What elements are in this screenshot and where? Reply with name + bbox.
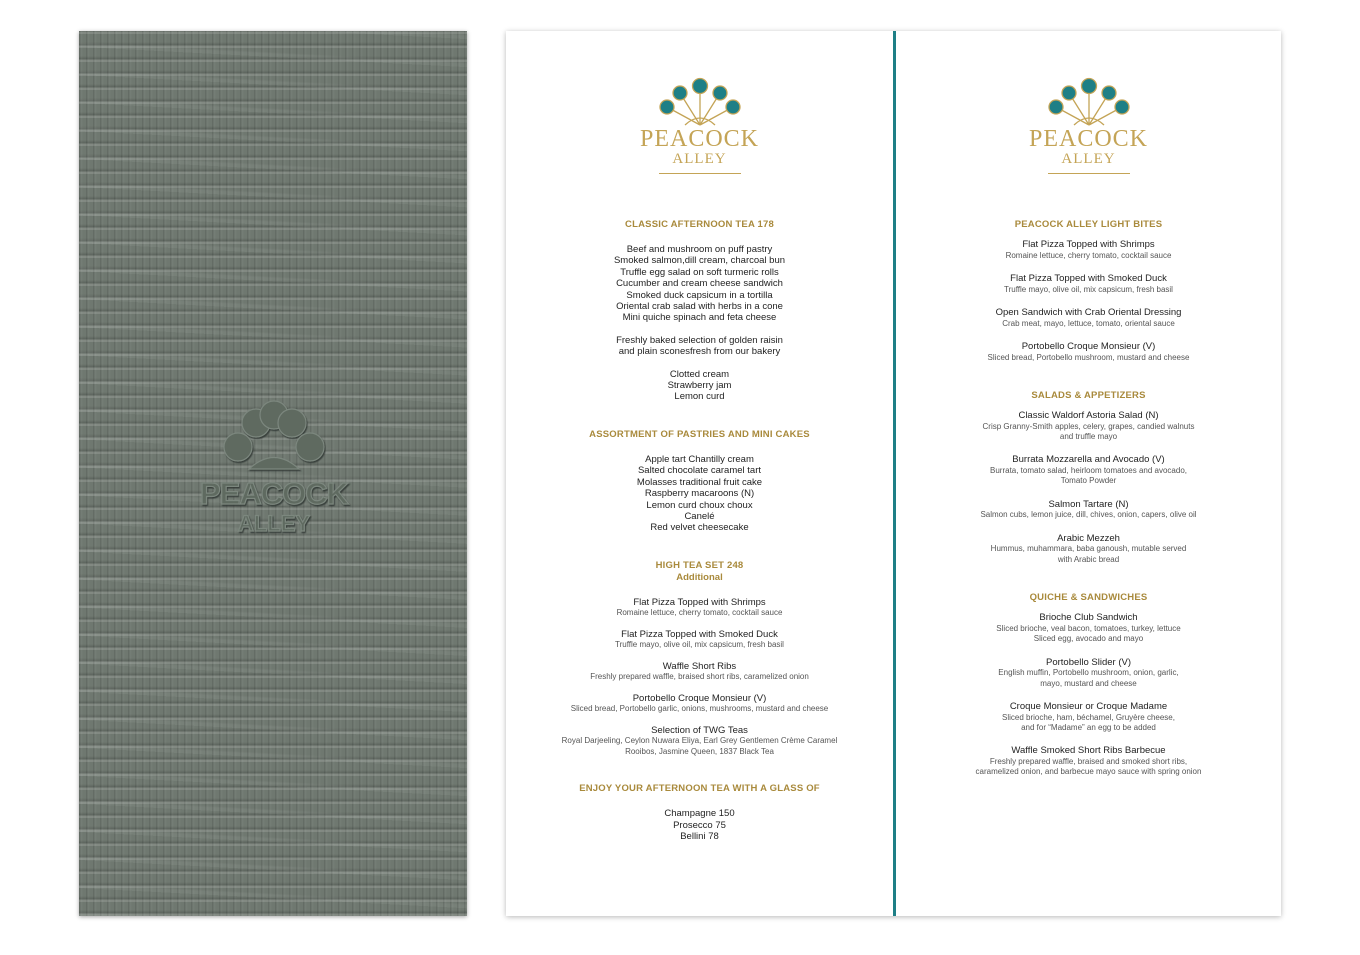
menu-item-name: Brioche Club Sandwich bbox=[1039, 612, 1138, 624]
right-brand-sub: ALLEY bbox=[1061, 151, 1116, 167]
menu-item-name: Portobello Croque Monsieur (V) bbox=[632, 692, 767, 704]
menu-item-description: Burrata, tomato salad, heirloom tomatoes and avocado, bbox=[990, 466, 1187, 475]
right-brand-header bbox=[896, 75, 1281, 185]
menu-item bbox=[506, 597, 893, 619]
left-brand-header bbox=[506, 75, 893, 185]
menu-line: Beef and mushroom on puff pastry bbox=[626, 244, 773, 255]
menu-item-name: Flat Pizza Topped with Shrimps bbox=[633, 596, 766, 608]
section-subtitle: Additional bbox=[676, 571, 723, 583]
menu-item-description: mayo, mustard and cheese bbox=[1040, 678, 1137, 688]
menu-line: Champagne 150 bbox=[664, 808, 735, 820]
menu-item-description: and truffle mayo bbox=[1059, 432, 1118, 441]
menu-item bbox=[896, 745, 1281, 777]
menu-item-name: Flat Pizza Topped with Shrimps bbox=[1022, 239, 1155, 250]
menu-line: Salted chocolate caramel tart bbox=[637, 465, 762, 477]
section-body bbox=[506, 244, 893, 403]
menu-line-group bbox=[506, 369, 893, 403]
menu-item-name: Arabic Mezzeh bbox=[1057, 532, 1120, 544]
menu-item-name: Open Sandwich with Crab Oriental Dressing bbox=[995, 307, 1182, 318]
menu-line: Mini quiche spinach and feta cheese bbox=[622, 312, 777, 324]
menu-item-description: with Arabic bread bbox=[1057, 554, 1120, 564]
menu-item-description: Romaine lettuce, cherry tomato, cocktail sauce bbox=[616, 608, 783, 618]
menu-section bbox=[896, 219, 1281, 363]
left-brand-name: PEACOCK bbox=[639, 126, 760, 152]
menu-item-description: Crisp Granny-Smith apples, celery, grapes, candied walnuts bbox=[982, 421, 1195, 431]
menu-line-group bbox=[506, 244, 893, 324]
menu-section bbox=[506, 219, 893, 403]
menu-line: Oriental crab salad with herbs in a cone bbox=[616, 301, 783, 313]
menu-line: Lemon curd choux choux bbox=[646, 499, 753, 511]
menu-item-description: Sliced bread, Portobello garlic, onions, mushrooms, mustard and cheese bbox=[570, 704, 829, 714]
menu-item-description: Sliced brioche, veal bacon, tomatoes, turkey, lettuce bbox=[996, 623, 1181, 633]
menu-item-description: Tomato Powder bbox=[1060, 476, 1117, 486]
menu-line: Molasses traditional fruit cake bbox=[636, 476, 763, 488]
menu-section bbox=[506, 560, 893, 757]
menu-item-description: Crab meat, mayo, lettuce, tomato, oriental sauce bbox=[1002, 318, 1175, 328]
section-body bbox=[506, 808, 893, 842]
menu-item-name: Flat Pizza Topped with Smoked Duck bbox=[621, 628, 778, 640]
menu-item-name: Flat Pizza Topped with Smoked Duck bbox=[1010, 273, 1167, 284]
menu-item bbox=[896, 239, 1281, 261]
menu-item bbox=[896, 499, 1281, 521]
menu-item bbox=[896, 701, 1281, 733]
menu-item-description: Sliced brioche, ham, béchamel, Gruyère cheese, bbox=[1002, 712, 1175, 722]
menu-line: Strawberry jam bbox=[667, 380, 732, 392]
menu-item-name: Salmon Tartare (N) bbox=[1048, 498, 1129, 510]
menu-item-description: Truffle mayo, olive oil, mix capsicum, fresh basil bbox=[615, 640, 784, 650]
section-title: PEACOCK ALLEY LIGHT BITES bbox=[1014, 219, 1163, 230]
section-body bbox=[506, 454, 893, 534]
right-page bbox=[896, 31, 1281, 916]
menu-item-description: Royal Darjeeling, Ceylon Nuwara Eliya, Earl Grey Gentlemen Crème Caramel bbox=[561, 736, 838, 746]
section-title: QUICHE & SANDWICHES bbox=[1029, 592, 1148, 604]
menu-item bbox=[506, 629, 893, 651]
menu-item bbox=[506, 693, 893, 715]
menu-line: Lemon curd bbox=[674, 391, 725, 403]
menu-item-name: Waffle Short Ribs bbox=[662, 660, 737, 672]
peacock-fan-icon bbox=[655, 75, 745, 127]
menu-line: and plain sconesfresh from our bakery bbox=[618, 346, 781, 358]
menu-section bbox=[896, 592, 1281, 778]
menu-item bbox=[896, 612, 1281, 644]
section-title: SALADS & APPETIZERS bbox=[1031, 390, 1146, 401]
cover-embossed-logo bbox=[189, 391, 359, 561]
right-brand-name: PEACOCK bbox=[1028, 126, 1149, 152]
menu-item bbox=[506, 725, 893, 757]
menu-item-name: Portobello Slider (V) bbox=[1045, 656, 1131, 668]
menu-line: Red velvet cheesecake bbox=[650, 522, 749, 534]
menu-item-description: Freshly prepared waffle, braised and smoked short ribs, bbox=[989, 757, 1188, 767]
menu-line: Clotted cream bbox=[669, 368, 730, 380]
menu-line-group bbox=[506, 808, 893, 842]
section-body bbox=[896, 410, 1281, 565]
menu-line: Raspberry macaroons (N) bbox=[644, 488, 755, 500]
section-title: CLASSIC AFTERNOON TEA 178 bbox=[625, 219, 774, 230]
section-body bbox=[896, 612, 1281, 778]
menu-cover bbox=[79, 31, 467, 916]
menu-item bbox=[506, 661, 893, 683]
menu-item-description: caramelized onion, and barbecue mayo sauce with spring onion bbox=[975, 767, 1202, 777]
right-menu-content bbox=[896, 219, 1281, 778]
menu-item-description: Salmon cubs, lemon juice, dill, chives, onion, capers, olive oil bbox=[980, 510, 1197, 520]
menu-line-group bbox=[506, 335, 893, 358]
menu-item bbox=[896, 273, 1281, 295]
menu-line: Smoked duck capsicum in a tortilla bbox=[626, 289, 773, 301]
menu-item-description: Freshly prepared waffle, braised short ribs, caramelized onion bbox=[590, 672, 809, 682]
peacock-fan-icon bbox=[189, 391, 359, 561]
menu-line: Truffle egg salad on soft turmeric rolls bbox=[620, 266, 779, 278]
left-menu-content bbox=[506, 219, 893, 842]
menu-item-name: Croque Monsieur or Croque Madame bbox=[1009, 701, 1168, 713]
menu-line-group bbox=[506, 454, 893, 534]
menu-item-name: Waffle Smoked Short Ribs Barbecue bbox=[1011, 745, 1166, 757]
left-page bbox=[506, 31, 893, 916]
menu-section bbox=[506, 429, 893, 534]
menu-item bbox=[896, 657, 1281, 689]
menu-item-description: Romaine lettuce, cherry tomato, cocktail sauce bbox=[1005, 250, 1172, 260]
menu-line: Apple tart Chantilly cream bbox=[645, 453, 754, 465]
menu-item-description: Truffle mayo, olive oil, mix capsicum, fresh basil bbox=[1004, 284, 1173, 294]
section-title: ENJOY YOUR AFTERNOON TEA WITH A GLASS OF bbox=[579, 783, 820, 795]
menu-item-name: Burrata Mozzarella and Avocado (V) bbox=[1012, 454, 1165, 466]
menu-line: Cucumber and cream cheese sandwich bbox=[616, 278, 783, 290]
brand-divider bbox=[1048, 173, 1130, 174]
menu-item-description: Rooibos, Jasmine Queen, 1837 Black Tea bbox=[625, 746, 774, 756]
menu-spread bbox=[506, 31, 1281, 916]
menu-item-name: Portobello Croque Monsieur (V) bbox=[1021, 341, 1156, 352]
menu-item-description: Sliced bread, Portobello mushroom, mustard and cheese bbox=[987, 352, 1190, 362]
brand-divider bbox=[659, 173, 741, 174]
menu-item-description: Hummus, muhammara, baba ganoush, mutable served bbox=[990, 544, 1187, 554]
menu-item-name: Selection of TWG Teas bbox=[651, 724, 748, 736]
menu-item bbox=[896, 307, 1281, 329]
left-brand-sub: ALLEY bbox=[672, 151, 727, 167]
section-body bbox=[506, 597, 893, 757]
cover-brand-name: PEACOCK bbox=[199, 476, 349, 511]
menu-item-name: Classic Waldorf Astoria Salad (N) bbox=[1018, 410, 1159, 421]
menu-item-description: and for “Madame” an egg to be added bbox=[1021, 723, 1156, 733]
menu-item bbox=[896, 341, 1281, 363]
menu-item-description: Sliced egg, avocado and mayo bbox=[1033, 634, 1144, 644]
menu-item bbox=[896, 454, 1281, 486]
section-body bbox=[896, 239, 1281, 363]
section-title: ASSORTMENT OF PASTRIES AND MINI CAKES bbox=[589, 428, 810, 440]
cover-brand-sub: ALLEY bbox=[237, 511, 311, 536]
menu-line: Prosecco 75 bbox=[673, 819, 726, 831]
menu-line: Freshly baked selection of golden raisin bbox=[616, 334, 783, 346]
menu-section bbox=[506, 783, 893, 842]
menu-item bbox=[896, 410, 1281, 442]
peacock-fan-icon bbox=[1044, 75, 1134, 127]
menu-item-description: English muffin, Portobello mushroom, onion, garlic, bbox=[998, 668, 1179, 678]
menu-line: Bellini 78 bbox=[680, 830, 719, 842]
menu-item bbox=[896, 533, 1281, 565]
menu-section bbox=[896, 390, 1281, 565]
menu-line: Smoked salmon,dill cream, charcoal bun bbox=[613, 255, 786, 267]
menu-line: Canelé bbox=[684, 510, 715, 522]
section-title: HIGH TEA SET 248 bbox=[655, 559, 744, 571]
